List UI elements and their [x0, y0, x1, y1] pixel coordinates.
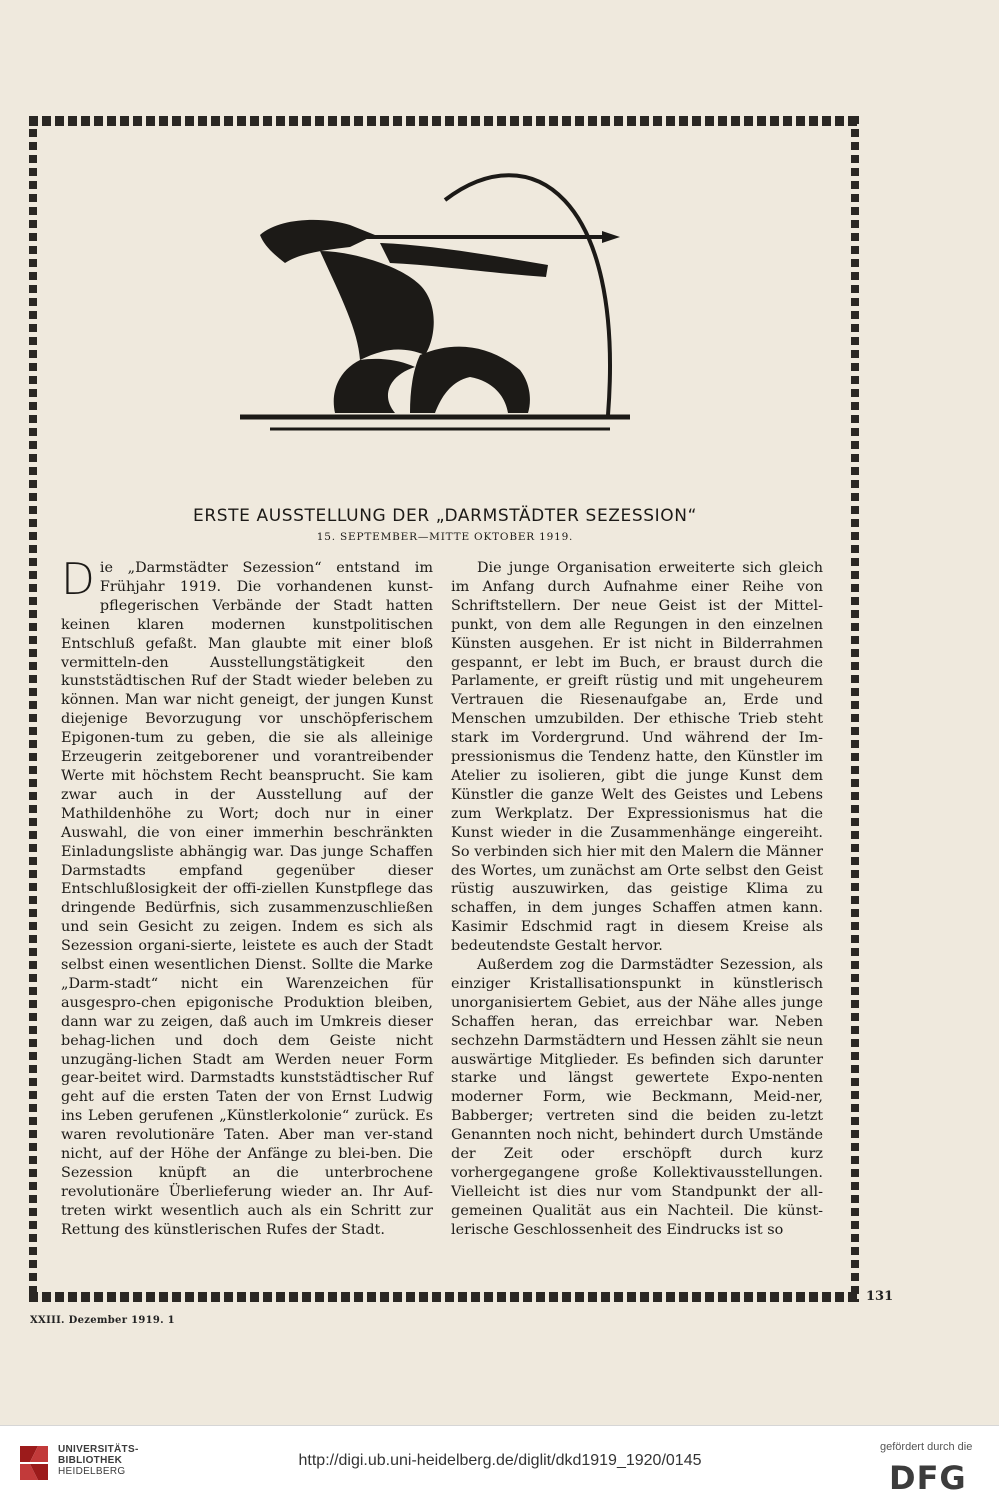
paragraph: Die junge Organisation erweiterte sich gleich im Anfang durch Aufnahme einer Reihe von Schriftstellern. Der neue Geist ist der Mittel-punkt, von dem alle Regungen in den einzelnen Künsten ausgehen. Er ist nicht in Bilderrahmen gespannt, er lebt im Buch, er braust durch die Parlamente, er greift rüstig und mit ungeheurem Vertrauen die Riesenaufgabe an, Erde und Menschen umzubilden. Der ethische Trieb steht stark im Vordergrund. Und während der Im-pressionismus die Tendenz hatte, den Künstler im Atelier zu isolieren, gibt die junge Kunst dem Künstler die ganze Welt des Geistes und Lebens zum Werkplatz. Der Expressionismus hat die Kunst wieder in die Zusammenhänge eingereiht. So verbinden sich hier mit den Malern die Männer des Wortes, um zunächst am Orte selbst den Geist rüstig auszuwirken, das geistige Klima zu schaffen, in dem junges Schaffen atmen kann. Kasimir Edschmid ragt in diesem Kreise als bedeutendste Gestalt hervor. [451, 560, 823, 955]
frame-bottom-border [29, 1292, 859, 1302]
article-dates: 15. SEPTEMBER—MITTE OKTOBER 1919. [316, 531, 574, 543]
page-number: 131 [866, 1289, 894, 1304]
text-column-left [61, 554, 433, 1240]
university-library-logo-icon [16, 1442, 52, 1484]
drop-cap: D [61, 554, 95, 605]
archer-woodcut-icon [230, 155, 650, 445]
paragraph: ie „Darmstädter Sezession“ entstand im Frühjahr 1919. Die vorhandenen kunst-pflegerischen Verbände der Stadt hatten keinen klaren modernen kunstpolitischen Entschluß gefaßt. Man glaubte mit einer bloß vermitteln-den Ausstellungstätigkeit den kunststädtischen Ruf der Stadt wieder beleben zu können. Man war nicht geneigt, der jungen Kunst diejenige Bevorzugung vor unschöpferischem Epigonen-tum zu geben, die sie als alleinige Erzeugerin zeitgeborener und vorantreibender Werte mit höchstem Recht beansprucht. Sie kam zwar auch in der Ausstellung auf der Mathildenhöhe zu Wort; doch nur in einer Auswahl, die von einer immerhin beschränkten Einladungsliste abhängig war. Das junge Schaffen Darmstadts empfand gegenüber dieser Entschlußlosigkeit der offi-ziellen Kunstpflege das dringende Bedürfnis, sich zusammenzuschließen und sein Gesicht zu zeigen. Indem es sich als Sezession organi-sierte, leistete es auch der Stadt selbst einen wesentlichen Dienst. Sollte die Marke „Darm-stadt“ nicht ein Warenzeichen für ausgespro-chen epigonische Produktion bleiben, dann war zu zeigen, daß auch im Umkreis dieser behag-lichen und doch dem Geiste nicht unzugäng-lichen Stadt am Werden neuer Form gear-beitet wird. Darmstadts kunststädtischer Ruf geht auf die ersten Taten der von Ernst Ludwig ins Leben gerufenen „Künstlerkolonie“ zurück. Es waren revolutionäre Taten. Aber man ver-stand nicht, auf der Höhe der Anfänge zu blei-ben. Die Sezession knüpft an die unterbrochene revolutionäre Überlieferung wieder an. Ihr Auf-treten wirkt wesentlich auch als ein Schritt zur Rettung des künstlerischen Rufes der Stadt. [61, 560, 433, 1238]
permalink[interactable]: http://digi.ub.uni-heidelberg.de/diglit/dkd1919_1920/0145 [298, 1452, 702, 1469]
library-name-line: UNIVERSITÄTS- [58, 1444, 139, 1455]
library-name[interactable] [58, 1444, 139, 1477]
frame-top-border [29, 116, 859, 126]
signature-footnote: XXIII. Dezember 1919. 1 [30, 1315, 175, 1326]
library-name-line: BIBLIOTHEK [58, 1455, 123, 1466]
viewer-footer-bar [0, 1425, 999, 1504]
dfg-logo[interactable]: DFG [889, 1459, 967, 1497]
article-title: ERSTE AUSSTELLUNG DER „DARMSTÄDTER SEZESSION“ [193, 506, 697, 526]
frame-left-border [29, 116, 37, 1302]
text-column-right [451, 559, 823, 1240]
funding-caption: gefördert durch die [880, 1441, 973, 1453]
paragraph: Außerdem zog die Darmstädter Sezession, als einziger Kristallisationspunkt in künstlerisch unorganisiertem Gebiet, aus der Nähe alles junge Schaffen heran, das erreichbar war. Neben sechzehn Darmstädtern und Hessen zählt sie neun auswärtige Mitglieder. Es befinden sich darunter starke und längst gewertete Expo-nenten moderner Form, wie Beckmann, Meid-ner, Babberger; vertreten sind die beiden zu-letzt Genannten noch nicht, behindert durch Umstände der Zeit oder erschöpft durch kurz vorhergegangene große Kollektivausstellungen. Vielleicht ist dies nur vom Standpunkt der all-gemeinen Qualität aus ein Nachteil. Die künst-lerische Geschlossenheit des Eindrucks ist so [451, 957, 823, 1238]
library-name-line: HEIDELBERG [58, 1466, 126, 1477]
frame-right-border [851, 116, 859, 1302]
